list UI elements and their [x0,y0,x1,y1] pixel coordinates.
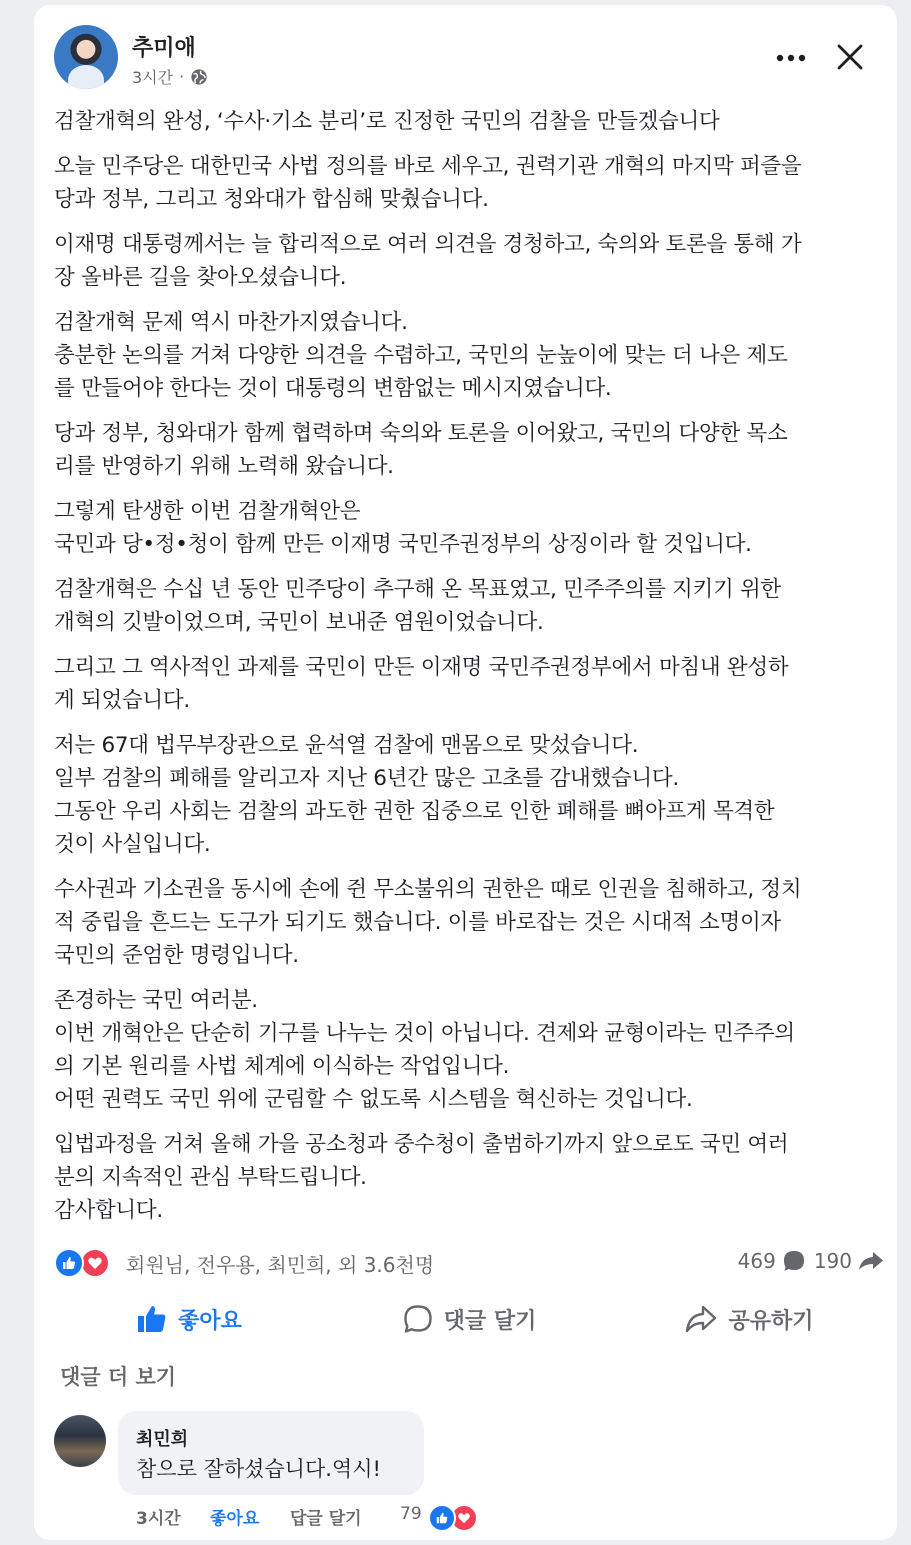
reaction-icons[interactable] [54,1248,118,1278]
close-button[interactable] [830,37,870,77]
like-button-label: 좋아요 [178,1308,242,1334]
engagement-counts [738,1249,884,1273]
comment-time[interactable]: 3시간 [136,1509,181,1529]
post-paragraph: 그렇게 탄생한 이번 검찰개혁안은 국민과 당•정•청이 함께 만든 이재명 국민주권정부의 상징이라 할 것입니다. [54,499,752,557]
comment-button-label: 댓글 달기 [443,1308,537,1334]
speech-bubble-icon [402,1303,434,1335]
share-count-icon [858,1249,884,1273]
post-paragraph: 이재명 대통령께서는 늘 합리적으로 여러 의견을 경청하고, 숙의와 토론을 통해 가 장 올바른 길을 찾아오셨습니다. [54,232,802,290]
more-horizontal-icon [776,54,806,62]
view-more-comments-link[interactable]: 댓글 더 보기 [60,1365,177,1389]
post-paragraph: 검찰개혁은 수십 년 동안 민주당이 추구해 온 목표였고, 민주주의를 지키기 위한 개혁의 깃발이었으며, 국민이 보내준 염원이었습니다. [54,577,781,635]
love-reaction-icon [80,1248,110,1278]
post-paragraph: 당과 정부, 청와대가 함께 협력하며 숙의와 토론을 이어왔고, 국민의 다양한 목소 리를 반영하기 위해 노력해 왔습니다. [54,421,788,479]
comment-reaction-count: 79 [400,1504,422,1524]
like-button[interactable] [54,1295,324,1343]
post-author[interactable]: 추미애 [132,36,196,61]
like-reaction-icon [428,1504,456,1532]
post-paragraph: 검찰개혁의 완성, ‘수사·기소 분리’로 진정한 국민의 검찰을 만들겠습니다 [54,109,720,134]
globe-icon [190,68,208,86]
share-button[interactable] [614,1295,884,1343]
comment-actions [136,1501,496,1531]
post-paragraph: 존경하는 국민 여러분. 이번 개혁안은 단순히 기구를 나누는 것이 아닙니다. 견제와 균형이라는 민주주의 의 기본 원리를 사법 체계에 이식하는 작업입니다. 어떤 권력도 국민 위에 군림할 수 없도록 시스템을 혁신하는 것입니다. [54,988,795,1112]
comment-reaction-icons[interactable] [428,1501,484,1531]
comment-count[interactable] [738,1249,806,1273]
commenter-avatar[interactable] [54,1415,106,1467]
comment-text: 참으로 잘하셨습니다.역시! [136,1457,381,1481]
comment-bubble [118,1411,424,1495]
post-paragraph: 저는 67대 법무부장관으로 윤석열 검찰에 맨몸으로 맞섰습니다. 일부 검찰의 폐해를 알리고자 지난 6년간 많은 고초를 감내했습니다. 그동안 우리 사회는 검찰의 과도한 권한 집중으로 인한 폐해를 뼈아프게 목격한 것이 사실입니다. [54,733,775,857]
more-options-button[interactable] [774,43,808,73]
comment-count-icon [782,1249,806,1273]
thumbs-up-icon [136,1303,168,1335]
like-reaction-icon [54,1248,84,1278]
comment-reply-button[interactable]: 답글 달기 [290,1509,362,1529]
post-paragraph: 오늘 민주당은 대한민국 사법 정의를 바로 세우고, 권력기관 개혁의 마지막 퍼즐을 당과 정부, 그리고 청와대가 합심해 맞췄습니다. [54,154,802,212]
post-body [54,105,884,1239]
post-paragraph: 그리고 그 역사적인 과제를 국민이 만든 이재명 국민주권정부에서 마침내 완성하 게 되었습니다. [54,655,789,713]
reactions-summary [54,1245,884,1283]
post-card [34,5,897,1540]
post-time[interactable]: 3시간 [132,68,174,87]
reactors-text[interactable]: 회원님, 전우용, 최민희, 외 3.6천명 [126,1253,435,1277]
share-arrow-icon [684,1303,718,1335]
comment-button[interactable] [334,1295,604,1343]
share-button-label: 공유하기 [728,1308,814,1334]
share-count[interactable] [814,1249,884,1273]
comment-like-button[interactable]: 좋아요 [210,1509,260,1529]
post-paragraph: 입법과정을 거쳐 올해 가을 공소청과 중수청이 출범하기까지 앞으로도 국민 여러 분의 지속적인 관심 부탁드립니다. 감사합니다. [54,1132,789,1223]
author-avatar[interactable] [54,25,118,89]
comment-count-value: 469 [737,1249,776,1273]
post-action-bar [54,1295,884,1343]
post-paragraph: 검찰개혁 문제 역시 마찬가지였습니다. 충분한 논의를 거쳐 다양한 의견을 수렴하고, 국민의 눈높이에 맞는 더 나은 제도 를 만들어야 한다는 것이 대통령의 변함없는 메시지였습니다. [54,310,788,401]
comment-author[interactable]: 최민희 [136,1429,189,1450]
post-meta [132,65,208,88]
post-paragraph: 수사권과 기소권을 동시에 손에 쥔 무소불위의 권한은 때로 인권을 침해하고, 정치 적 중립을 흔드는 도구가 되기도 했습니다. 이를 바로잡는 것은 시대적 소명이자 국민의 준엄한 명령입니다. [54,877,802,968]
share-count-value: 190 [813,1249,852,1273]
close-icon [836,43,864,71]
meta-separator: · [179,67,185,86]
